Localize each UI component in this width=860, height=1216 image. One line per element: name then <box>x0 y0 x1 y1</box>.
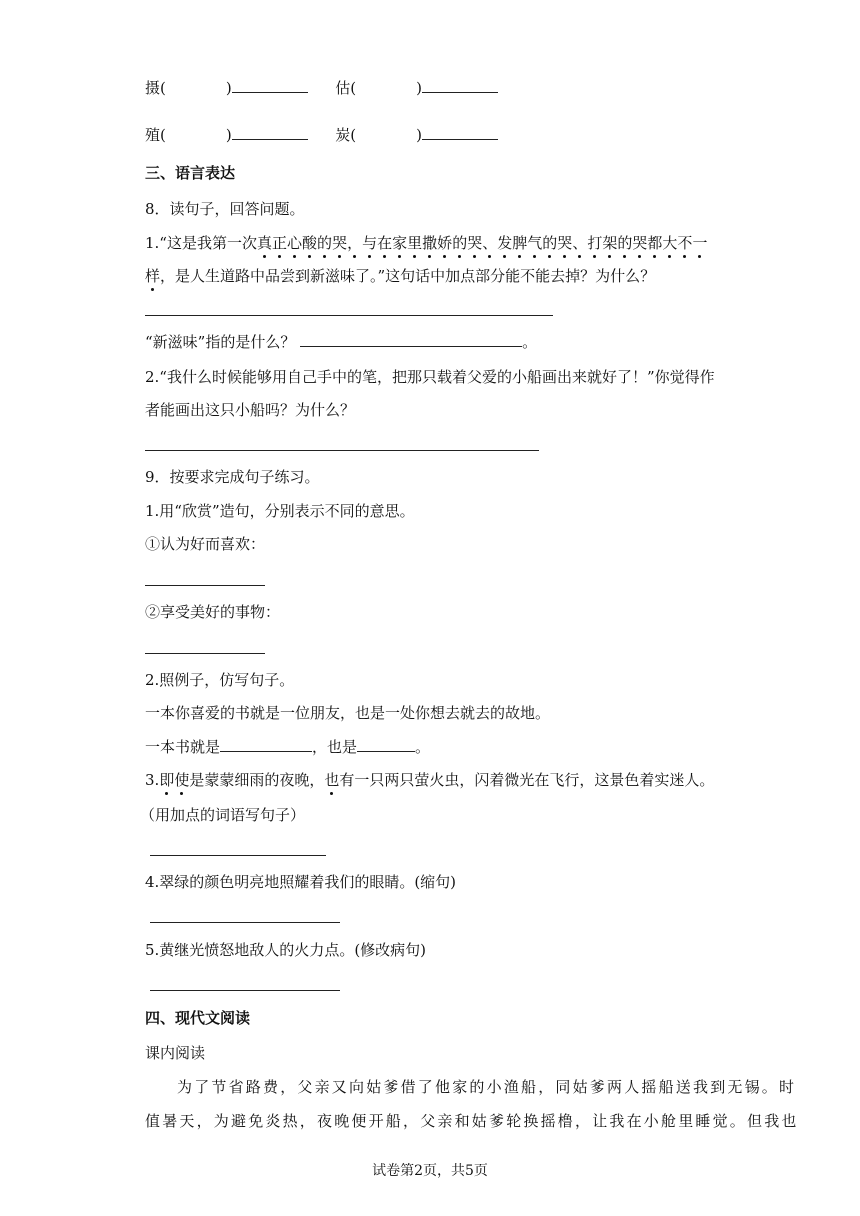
imitate-text: 一本书就是 <box>145 738 221 756</box>
pinyin-blank[interactable] <box>356 79 416 93</box>
section-subtitle: 课内阅读 <box>145 1044 206 1062</box>
q9-part2: 2.照例子，仿写句子。 <box>145 671 295 689</box>
imitate-text: 。 <box>415 738 431 756</box>
q9-part5: 5.黄继光愤怒地敌人的火力点。(修改病句) <box>145 941 427 959</box>
q8-s2-line2: 者能画出这只小船吗？为什么？ <box>145 401 356 419</box>
char-label-close: ) <box>416 126 422 144</box>
q8-text: ，是人生道路中品尝到新滋味了。”这句话中加点部分能不能去掉？为什么？ <box>160 267 656 285</box>
answer-line[interactable] <box>145 653 265 654</box>
p3-text: 是蒙蒙细雨的夜晚， <box>189 771 325 789</box>
char-label-close: ) <box>225 126 232 144</box>
pinyin-row-1 <box>145 78 498 98</box>
char-label: 炭( <box>335 126 357 144</box>
dotted-text: 真正心酸的哭，与在家里撒娇的哭、发脾气的哭、打架的哭都大不一 <box>256 234 708 252</box>
answer-line[interactable] <box>145 450 539 451</box>
q9-part3-note: （用加点的词语写句子） <box>140 806 306 824</box>
answer-line[interactable] <box>145 585 265 586</box>
pinyin-blank[interactable] <box>166 79 226 93</box>
char-label: 摄( <box>145 79 166 97</box>
answer-line[interactable] <box>150 990 340 991</box>
q9-imitate <box>145 737 430 757</box>
word-blank[interactable] <box>422 125 498 140</box>
flavor-end: 。 <box>522 333 538 351</box>
q8-sentence-line1 <box>145 233 707 253</box>
passage-line: 值暑天，为避免炎热，夜晚便开船，父亲和姑爹轮换摇橹，让我在小舱里睡觉。但我也 <box>145 1112 799 1130</box>
p3-text: 3. <box>145 771 160 789</box>
p3-text: 有一只两只萤火虫，闪着微光在飞行，这景色着实迷人。 <box>339 771 715 789</box>
dotted-word: 也 <box>324 771 340 789</box>
char-label: 估( <box>335 79 357 97</box>
char-label-close: ) <box>416 79 422 97</box>
pinyin-blank[interactable] <box>166 126 226 140</box>
section-title: 三、语言表达 <box>145 164 236 182</box>
dotted-word: 即使 <box>159 771 190 789</box>
word-blank[interactable] <box>422 78 498 93</box>
pinyin-row-2 <box>145 125 498 145</box>
answer-line[interactable] <box>150 922 340 923</box>
flavor-question <box>145 332 537 352</box>
answer-line[interactable] <box>145 315 553 316</box>
q8-s2-line1: 2.“我什么时候能够用自己手中的笔，把那只载着父爱的小船画出来就好了！”你觉得作 <box>145 368 715 386</box>
q9-example: 一本你喜爱的书就是一位朋友，也是一处你想去就去的故地。 <box>145 704 551 722</box>
q8-text: 1.“这是我第一次 <box>145 234 257 252</box>
imitate-blank-1[interactable] <box>220 737 312 752</box>
flavor-answer-blank[interactable] <box>300 332 522 347</box>
page-footer: 试卷第2页，共5页 <box>372 1163 488 1179</box>
char-label: 殖( <box>145 126 166 144</box>
q9-part3 <box>145 770 714 790</box>
word-blank[interactable] <box>232 125 308 140</box>
flavor-q-text: “新滋味”指的是什么？ <box>145 333 296 351</box>
q9-part4: 4.翠绿的颜色明亮地照耀着我们的眼睛。(缩句) <box>145 873 457 891</box>
q9-part1-a: ①认为好而喜欢： <box>145 535 266 553</box>
passage-line: 为了节省路费，父亲又向姑爹借了他家的小渔船，同姑爹两人摇船送我到无锡。时 <box>177 1078 797 1096</box>
q9-part1: 1.用“欣赏”造句，分别表示不同的意思。 <box>145 502 415 520</box>
pinyin-blank[interactable] <box>356 126 416 140</box>
question-stem: 8．读句子，回答问题。 <box>145 200 305 218</box>
answer-line[interactable] <box>150 855 326 856</box>
q8-sentence-line2 <box>145 266 655 286</box>
dotted-text: 样 <box>145 267 161 285</box>
q9-part1-b: ②享受美好的事物： <box>145 603 281 621</box>
word-blank[interactable] <box>232 78 308 93</box>
question-stem: 9．按要求完成句子练习。 <box>145 468 320 486</box>
imitate-text: ，也是 <box>312 738 358 756</box>
imitate-blank-2[interactable] <box>357 737 415 752</box>
char-label-close: ) <box>225 79 232 97</box>
section-title: 四、现代文阅读 <box>145 1009 251 1027</box>
